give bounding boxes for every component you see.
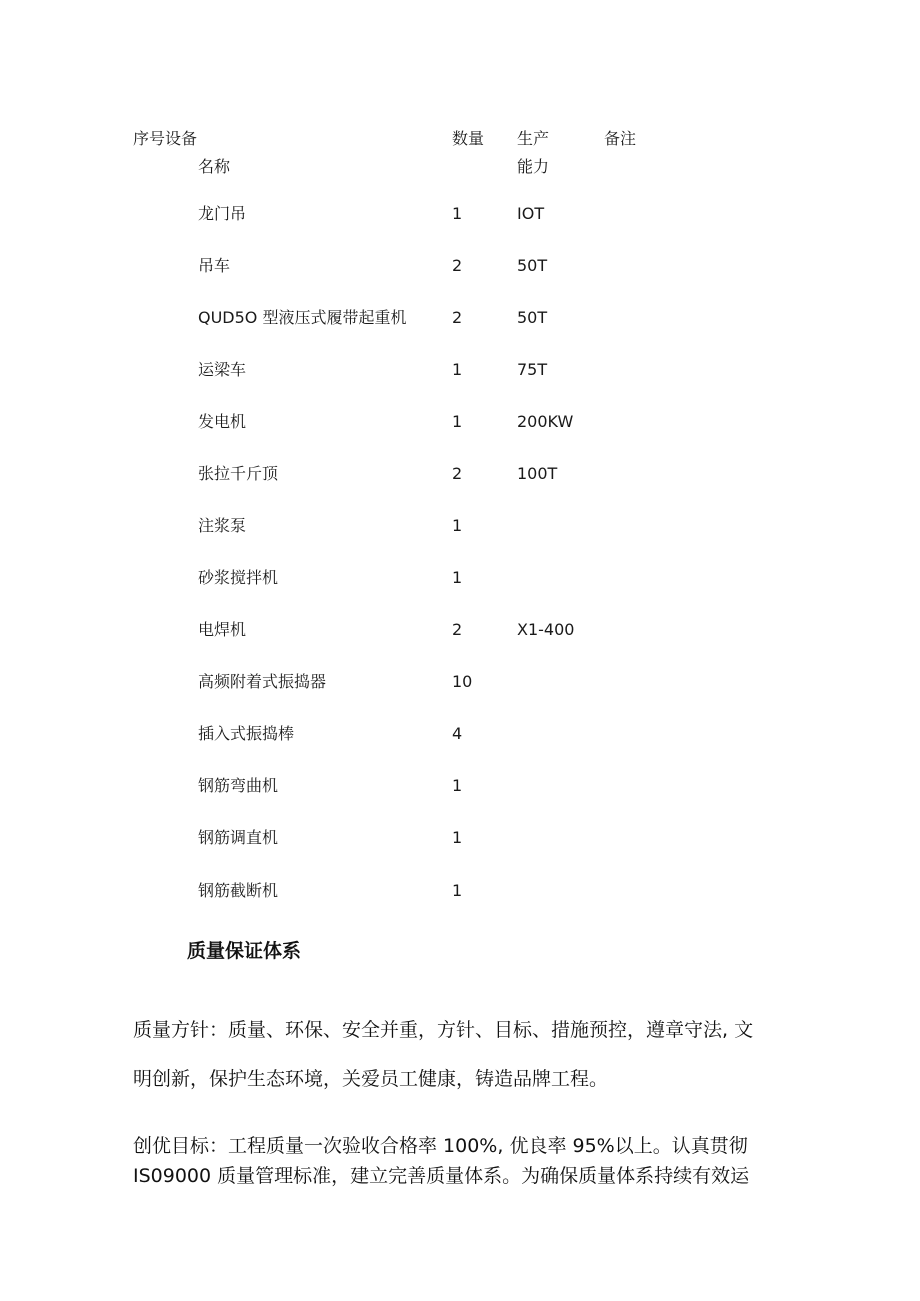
header-remark: 备注 bbox=[604, 129, 637, 148]
row-quantity: 2 bbox=[452, 256, 463, 275]
table-row bbox=[0, 616, 920, 644]
row-quantity: 1 bbox=[452, 516, 463, 535]
row-quantity: 10 bbox=[452, 672, 473, 691]
row-capacity: 75T bbox=[517, 360, 548, 379]
header-name: 名称 bbox=[198, 157, 231, 176]
paragraph-line: 明创新，保护生态环境，关爱员工健康，铸造品牌工程。 bbox=[133, 1068, 609, 1090]
section-title: 质量保证体系 bbox=[187, 940, 302, 962]
row-quantity: 2 bbox=[452, 308, 463, 327]
table-row bbox=[0, 356, 920, 384]
table-row bbox=[0, 824, 920, 852]
table-row bbox=[0, 772, 920, 800]
table-row bbox=[0, 877, 920, 905]
row-name: 电焊机 bbox=[198, 620, 247, 639]
table-row bbox=[0, 720, 920, 748]
header-capacity-line2: 能力 bbox=[517, 157, 550, 176]
row-name: 钢筋截断机 bbox=[198, 881, 279, 900]
row-quantity: 1 bbox=[452, 204, 463, 223]
row-name: 砂浆搅拌机 bbox=[198, 568, 279, 587]
paragraph-line: IS09000 质量管理标准，建立完善质量体系。为确保质量体系持续有效运 bbox=[133, 1165, 750, 1187]
quality-policy-paragraph bbox=[133, 1006, 793, 1104]
row-capacity: 100T bbox=[517, 464, 558, 483]
row-name: 发电机 bbox=[198, 412, 247, 431]
row-capacity: 200KW bbox=[517, 412, 574, 431]
row-quantity: 1 bbox=[452, 776, 463, 795]
row-quantity: 4 bbox=[452, 724, 463, 743]
paragraph-line: 创优目标：工程质量一次验收合格率 100%, 优良率 95%以上。认真贯彻 bbox=[133, 1135, 748, 1157]
table-row bbox=[0, 668, 920, 696]
quality-target-paragraph bbox=[133, 1131, 793, 1191]
table-row bbox=[0, 460, 920, 488]
table-row bbox=[0, 564, 920, 592]
paragraph-line: 质量方针：质量、环保、安全并重，方针、目标、措施预控，遵章守法, 文 bbox=[133, 1019, 754, 1041]
table-row bbox=[0, 304, 920, 332]
row-capacity: IOT bbox=[517, 204, 545, 223]
row-name: QUD5O 型液压式履带起重机 bbox=[198, 308, 407, 327]
table-row bbox=[0, 408, 920, 436]
table-row bbox=[0, 200, 920, 228]
row-quantity: 1 bbox=[452, 828, 463, 847]
table-row bbox=[0, 252, 920, 280]
header-quantity: 数量 bbox=[452, 129, 485, 148]
row-name: 高频附着式振捣器 bbox=[198, 672, 327, 691]
row-name: 吊车 bbox=[198, 256, 231, 275]
row-name: 钢筋调直机 bbox=[198, 828, 279, 847]
row-capacity: X1-400 bbox=[517, 620, 575, 639]
row-name: 张拉千斤顶 bbox=[198, 464, 279, 483]
table-row bbox=[0, 512, 920, 540]
row-quantity: 1 bbox=[452, 412, 463, 431]
row-name: 钢筋弯曲机 bbox=[198, 776, 279, 795]
header-index-device: 序号设备 bbox=[133, 129, 198, 148]
row-quantity: 2 bbox=[452, 464, 463, 483]
row-name: 插入式振捣棒 bbox=[198, 724, 295, 743]
row-quantity: 1 bbox=[452, 568, 463, 587]
row-name: 运梁车 bbox=[198, 360, 247, 379]
row-name: 注浆泵 bbox=[198, 516, 247, 535]
header-capacity-line1: 生产 bbox=[517, 129, 550, 148]
row-quantity: 1 bbox=[452, 881, 463, 900]
row-quantity: 1 bbox=[452, 360, 463, 379]
row-capacity: 50T bbox=[517, 308, 548, 327]
row-name: 龙门吊 bbox=[198, 204, 247, 223]
row-capacity: 50T bbox=[517, 256, 548, 275]
row-quantity: 2 bbox=[452, 620, 463, 639]
